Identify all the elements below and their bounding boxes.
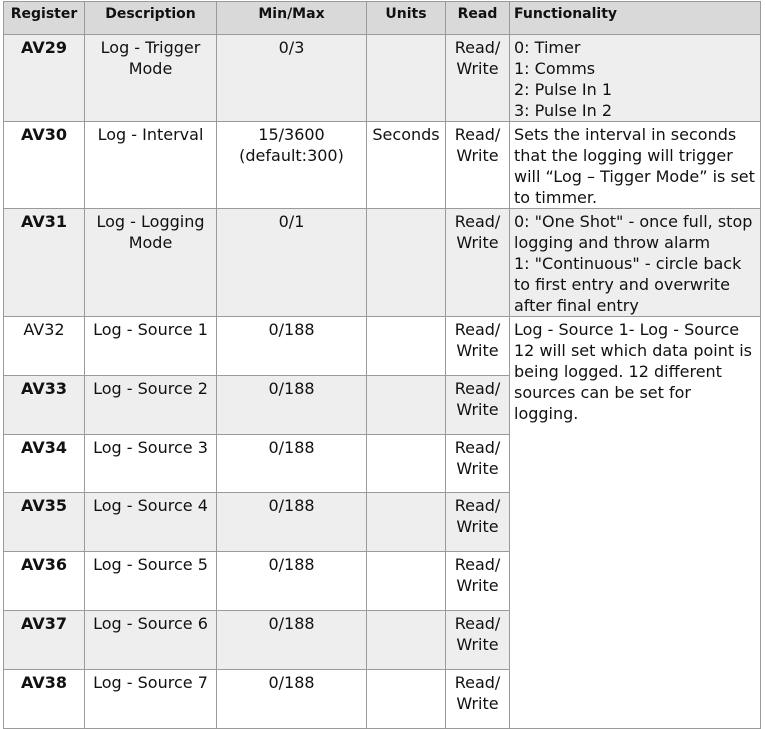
minmax-cell: 0/188 [217, 493, 367, 552]
read-cell: Read/ Write [446, 493, 510, 552]
register-cell: AV35 [4, 493, 85, 552]
description-cell: Log - Source 2 [85, 376, 217, 435]
table-row [4, 122, 761, 209]
register-cell: AV30 [4, 122, 85, 209]
functionality-line: 1: Comms [514, 59, 596, 78]
functionality-cell [510, 122, 761, 209]
header-row [4, 2, 761, 35]
read-cell: Read/ Write [446, 35, 510, 122]
register-cell: AV29 [4, 35, 85, 122]
register-cell: AV36 [4, 552, 85, 611]
functionality-line: 1: "Continuous" - circle back to first entry and overwrite after final entry [514, 254, 742, 315]
read-cell: Read/ Write [446, 670, 510, 729]
units-cell [367, 611, 446, 670]
description-cell: Log - Source 4 [85, 493, 217, 552]
merged-functionality-cell: Log - Source 1- Log - Source 12 will set which data point is being logged. 12 different sources can be set for logging. [510, 317, 761, 729]
table-row [4, 209, 761, 317]
register-cell: AV38 [4, 670, 85, 729]
units-cell [367, 209, 446, 317]
functionality-line: 0: Timer [514, 38, 581, 57]
minmax-cell: 0/188 [217, 317, 367, 376]
register-cell: AV37 [4, 611, 85, 670]
read-cell: Read/ Write [446, 209, 510, 317]
minmax-cell: 0/188 [217, 552, 367, 611]
header-description: Description [85, 2, 217, 35]
units-cell [367, 435, 446, 493]
header-units: Units [367, 2, 446, 35]
functionality-cell [510, 209, 761, 317]
register-cell: AV31 [4, 209, 85, 317]
units-cell [367, 317, 446, 376]
units-cell [367, 493, 446, 552]
description-cell: Log - Source 1 [85, 317, 217, 376]
read-cell: Read/ Write [446, 122, 510, 209]
functionality-line: 0: "One Shot" - once full, stop logging and throw alarm [514, 212, 753, 252]
minmax-cell: 15/3600 (default:300) [217, 122, 367, 209]
header-functionality: Functionality [510, 2, 761, 35]
minmax-cell: 0/3 [217, 35, 367, 122]
minmax-cell: 0/188 [217, 376, 367, 435]
description-cell: Log - Source 3 [85, 435, 217, 493]
description-cell: Log - Source 7 [85, 670, 217, 729]
register-cell: AV33 [4, 376, 85, 435]
register-table [3, 1, 761, 729]
minmax-cell: 0/1 [217, 209, 367, 317]
header-read: Read [446, 2, 510, 35]
description-cell: Log - Source 5 [85, 552, 217, 611]
units-cell [367, 376, 446, 435]
read-cell: Read/ Write [446, 376, 510, 435]
units-cell: Seconds [367, 122, 446, 209]
minmax-cell: 0/188 [217, 670, 367, 729]
read-cell: Read/ Write [446, 552, 510, 611]
register-cell: AV34 [4, 435, 85, 493]
minmax-cell: 0/188 [217, 435, 367, 493]
units-cell [367, 552, 446, 611]
functionality-line: Sets the interval in seconds that the logging will trigger will “Log – Tigger Mode” is set to timmer. [514, 125, 755, 207]
description-cell: Log - Trigger Mode [85, 35, 217, 122]
description-cell: Log - Logging Mode [85, 209, 217, 317]
register-cell: AV32 [4, 317, 85, 376]
functionality-line: 3: Pulse In 2 [514, 101, 612, 120]
description-cell: Log - Source 6 [85, 611, 217, 670]
minmax-cell: 0/188 [217, 611, 367, 670]
units-cell [367, 35, 446, 122]
functionality-line: 2: Pulse In 1 [514, 80, 612, 99]
description-cell: Log - Interval [85, 122, 217, 209]
read-cell: Read/ Write [446, 611, 510, 670]
functionality-cell [510, 35, 761, 122]
read-cell: Read/ Write [446, 317, 510, 376]
header-minmax: Min/Max [217, 2, 367, 35]
read-cell: Read/ Write [446, 435, 510, 493]
header-register: Register [4, 2, 85, 35]
table-row [4, 317, 761, 376]
units-cell [367, 670, 446, 729]
table-row [4, 35, 761, 122]
